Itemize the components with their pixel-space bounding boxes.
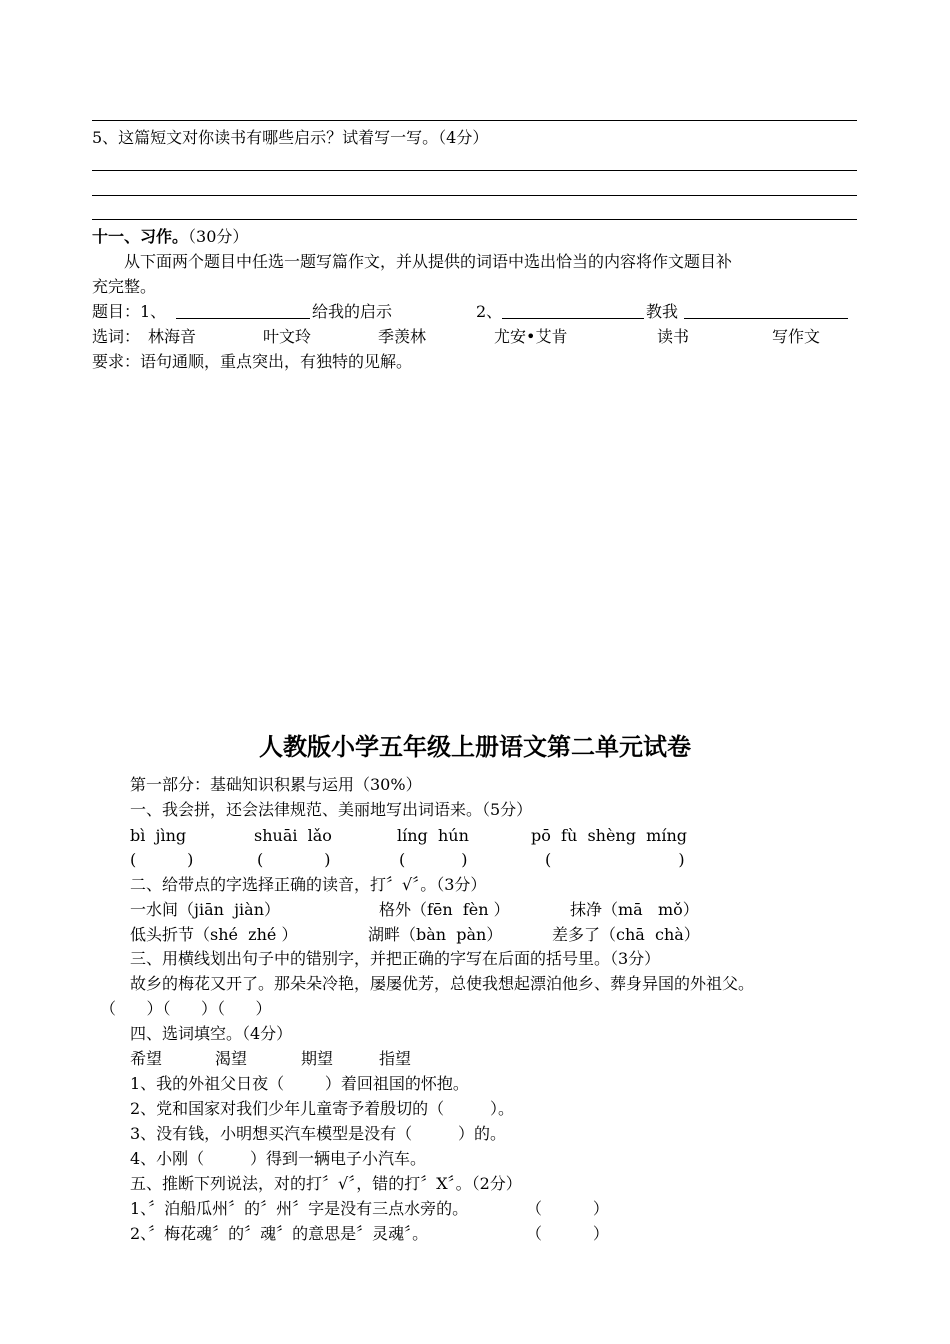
reading-choice: 低头折节（shé zhé ）	[130, 925, 298, 944]
judge-item: 2、〞梅花魂〞的〞魂〞的意思是〞灵魂〞。	[130, 1224, 429, 1243]
page-title: 人教版小学五年级上册语文第二单元试卷	[259, 733, 691, 761]
fill-item: 4、小刚（ ）得到一辆电子小汽车。	[130, 1149, 426, 1168]
section3-heading: 三、用横线划出句子中的错别字，并把正确的字写在后面的括号里。（3分）	[130, 949, 661, 968]
composition-requirement: 要求：语句通顺，重点突出，有独特的见解。	[92, 352, 413, 371]
word-option: 写作文	[772, 327, 821, 346]
reading-choice: 抹净（mā mǒ）	[570, 900, 699, 919]
word-choice: 期望	[301, 1049, 334, 1068]
section3-answers[interactable]: （ ）（ ）（ ）	[100, 999, 272, 1018]
words-label: 选词：	[92, 327, 141, 346]
fill-item: 3、没有钱，小明想买汽车模型是没有（ ）的。	[130, 1124, 506, 1143]
fill-item: 2、党和国家对我们少年儿童寄予着殷切的（ ）。	[130, 1099, 514, 1118]
answer-line	[92, 219, 857, 220]
topic2-tail-blank[interactable]	[684, 304, 848, 319]
word-choice: 指望	[379, 1049, 412, 1068]
judge-item: 1、〞泊船瓜州〞的〞州〞字是没有三点水旁的。	[130, 1199, 469, 1218]
section2-heading: 二、给带点的字选择正确的读音，打〞√〞。（3分）	[130, 875, 487, 894]
answer-paren[interactable]: ( )	[399, 850, 468, 869]
answer-line	[92, 170, 857, 171]
judge-paren[interactable]: （ ）	[526, 1199, 609, 1218]
reading-choice: 一水间（jiān jiàn）	[130, 900, 281, 919]
answer-line	[92, 120, 857, 121]
composition-heading-row	[92, 227, 248, 247]
reading-choice: 湖畔（bàn pàn）	[368, 925, 503, 944]
topic1-blank[interactable]	[176, 304, 310, 319]
section5-heading: 五、推断下列说法，对的打〞√〞，错的打〞X〞。（2分）	[130, 1174, 522, 1193]
reading-choice: 格外（fēn fèn ）	[379, 900, 510, 919]
answer-line	[92, 195, 857, 196]
fill-item: 1、我的外祖父日夜（ ）着回祖国的怀抱。	[130, 1074, 469, 1093]
pinyin-word: pō fù shèng míng	[531, 826, 687, 845]
composition-score: （30分）	[188, 227, 249, 246]
topic2-blank[interactable]	[502, 304, 644, 319]
word-option: 尤安•艾肯	[494, 327, 568, 346]
composition-instruction-1: 从下面两个题目中任选一题写篇作文，并从提供的词语中选出恰当的内容将作文题目补	[124, 252, 733, 271]
composition-instruction-2: 充完整。	[92, 277, 157, 296]
word-option: 林海音	[148, 327, 197, 346]
word-option: 叶文玲	[263, 327, 312, 346]
pinyin-word: líng hún	[397, 826, 469, 845]
topic1-suffix: 给我的启示	[312, 302, 393, 321]
composition-heading: 十一、习作。	[92, 227, 189, 246]
topic2-prefix: 2、	[476, 302, 503, 321]
pinyin-word: bì jìng	[130, 826, 187, 845]
word-option: 季羡林	[378, 327, 427, 346]
section4-heading: 四、选词填空。（4分）	[130, 1024, 293, 1043]
section3-sentence: 故乡的梅花又开了。那朵朵冷艳，屡屡优芳，总使我想起漂泊他乡、葬身异国的外祖父。	[130, 974, 755, 993]
topics-label: 题目：1、	[92, 302, 167, 321]
word-choice: 渴望	[215, 1049, 248, 1068]
answer-paren[interactable]: ( )	[545, 850, 685, 869]
reading-choice: 差多了（chā chà）	[552, 925, 700, 944]
answer-paren[interactable]: ( )	[130, 850, 194, 869]
question-5: 5、这篇短文对你读书有哪些启示？试着写一写。（4分）	[92, 128, 489, 147]
word-choice: 希望	[130, 1049, 163, 1068]
topic2-suffix: 教我	[646, 302, 679, 321]
answer-paren[interactable]: ( )	[257, 850, 331, 869]
judge-paren[interactable]: （ ）	[526, 1224, 609, 1243]
part1-heading: 第一部分：基础知识积累与运用（30%）	[130, 775, 422, 794]
section1-heading: 一、我会拼，还会法律规范、美丽地写出词语来。（5分）	[130, 800, 533, 819]
word-option: 读书	[657, 327, 690, 346]
pinyin-word: shuāi lǎo	[254, 826, 332, 845]
